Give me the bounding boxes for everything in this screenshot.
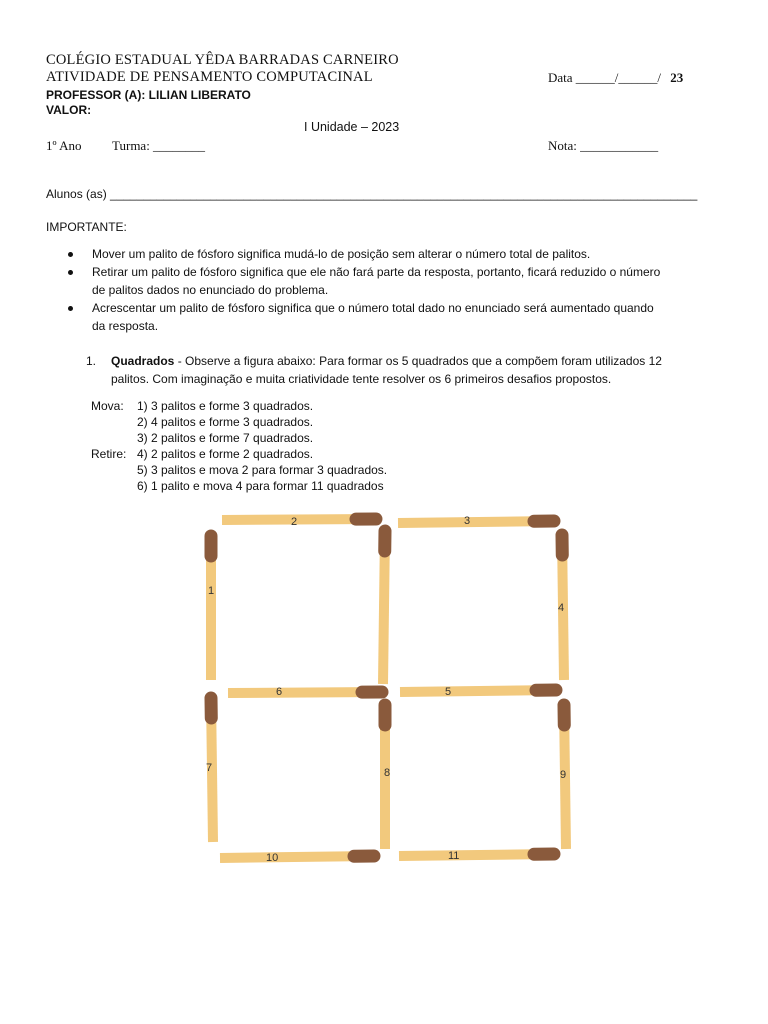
important-item-3-line1: Acrescentar um palito de fósforo significa que o número total dado no enunciado será aumentado quando xyxy=(92,301,654,315)
important-item-2-line1: Retirar um palito de fósforo significa que ele não fará parte da resposta, portanto, ficará reduzido o número xyxy=(92,265,661,279)
stick-label-3: 3 xyxy=(464,515,471,527)
stick-label-11: 11 xyxy=(448,850,460,862)
important-item-3-line2: da resposta. xyxy=(92,319,159,333)
stick-label-10: 10 xyxy=(266,852,279,864)
challenge-item: 5) 3 palitos e mova 2 para formar 3 quadrados. xyxy=(137,463,388,477)
class-field: Turma: ________ xyxy=(112,138,206,153)
date-label: Data ______/______/ xyxy=(548,70,662,85)
challenge-item: 1) 3 palitos e forme 3 quadrados. xyxy=(137,399,314,413)
unit-label: I Unidade – 2023 xyxy=(304,120,400,134)
matchstick-2 xyxy=(222,519,376,520)
retire-label: Retire: xyxy=(91,447,127,461)
school-name: COLÉGIO ESTADUAL YÊDA BARRADAS CARNEIRO xyxy=(46,52,399,68)
stick-label-1: 1 xyxy=(208,585,215,597)
date-year: 23 xyxy=(670,70,684,85)
stick-label-4: 4 xyxy=(558,602,565,614)
challenge-item: 6) 1 palito e mova 4 para formar 11 quadrados xyxy=(137,479,384,493)
matchstick-3 xyxy=(398,521,554,523)
stick-label-2: 2 xyxy=(291,516,298,528)
question-number: 1. xyxy=(86,354,97,368)
stick-label-8: 8 xyxy=(384,767,391,779)
question-line2: palitos. Com imaginação e muita criatividade tente resolver os 6 primeiros desafios propostos. xyxy=(111,372,612,386)
challenge-item: 4) 2 palitos e forme 2 quadrados. xyxy=(137,447,314,461)
students-field: Alunos (as) ________________________________________________________________________________________ xyxy=(46,187,698,201)
grade-field: Nota: ____________ xyxy=(548,138,659,153)
stick-label-5: 5 xyxy=(445,686,452,698)
challenge-item: 2) 4 palitos e forme 3 quadrados. xyxy=(137,415,314,429)
mova-label: Mova: xyxy=(91,399,124,413)
matchstick-top-middle xyxy=(383,531,385,684)
value-label: VALOR: xyxy=(46,103,92,117)
question-text: - Observe a figura abaixo: Para formar os 5 quadrados que a compõem foram utilizados 12 xyxy=(174,354,662,368)
matchstick-6 xyxy=(228,692,382,693)
important-item-1: Mover um palito de fósforo significa mudá-lo de posição sem alterar o número total de palitos. xyxy=(92,247,591,261)
teacher-name: PROFESSOR (A): LILIAN LIBERATO xyxy=(46,88,251,102)
important-title: IMPORTANTE: xyxy=(46,220,127,234)
matchstick-11 xyxy=(399,854,554,856)
important-item-2-line2: de palitos dados no enunciado do problema. xyxy=(92,283,329,297)
stick-label-6: 6 xyxy=(276,686,283,698)
year-label: 1º Ano xyxy=(46,138,82,153)
challenge-item: 3) 2 palitos e forme 7 quadrados. xyxy=(137,431,314,445)
matchstick-10 xyxy=(220,856,374,858)
stick-label-7: 7 xyxy=(206,762,213,774)
activity-title: ATIVIDADE DE PENSAMENTO COMPUTACINAL xyxy=(46,69,373,85)
stick-label-9: 9 xyxy=(560,769,567,781)
question-title: Quadrados xyxy=(111,354,175,368)
matchstick-5 xyxy=(400,690,556,692)
